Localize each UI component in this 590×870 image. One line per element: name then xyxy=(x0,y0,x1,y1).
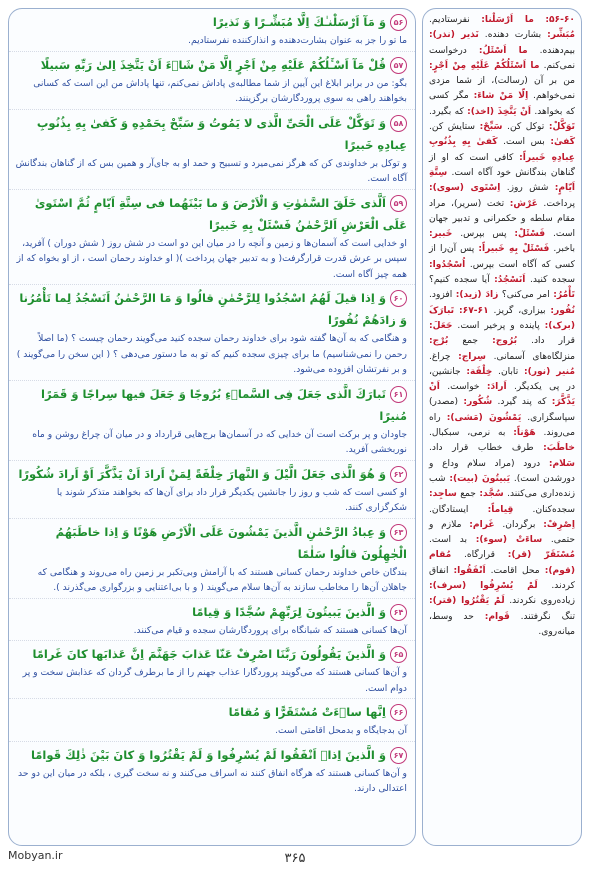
glossary-meaning: که بگیرد. xyxy=(429,106,464,117)
verse-number-badge: ۶۷ xyxy=(390,747,407,764)
verse-arabic xyxy=(15,463,407,485)
verse-number-badge: ۵۷ xyxy=(390,57,407,74)
verse-arabic xyxy=(15,383,407,427)
glossary-term: اَنْ یَذَّکَّرَ: xyxy=(429,382,575,408)
glossary-term: ما اَسْئَلُ: xyxy=(478,45,528,56)
glossary-entries-a xyxy=(429,15,575,316)
glossary-meaning: بد است. xyxy=(429,535,468,546)
verse-number-badge: ۵۸ xyxy=(390,115,407,132)
glossary-term: مُبَشِّر: xyxy=(547,30,575,41)
verses-list xyxy=(9,9,415,799)
verse-translation: بگو: من در برابر ابلاغ این آیین از شما مطالبه‌ی پاداش نمی‌کنم، تنها پاداش من این است که کسانی بخواهند راهی به سوی پروردگارشان برگزینند. xyxy=(33,77,407,104)
page-frame xyxy=(8,8,582,848)
glossary-term: تَوَکَّلْ: xyxy=(548,122,575,133)
verse-translation: ما تو را جز به عنوان بشارت‌دهنده و انذارکننده نفرستادیم. xyxy=(188,35,407,46)
glossary-meaning: بیزاری، گریز. xyxy=(493,305,546,316)
glossary-term: مُسْتَقَرّ (قر): xyxy=(507,550,575,561)
glossary-meaning: حد وسط، میانه‌روی. xyxy=(429,611,575,637)
glossary-text xyxy=(423,9,581,644)
verse-arabic-text: وَ هُوَ الَّذى جَعَلَ الَّيْلَ وَ النَّهارَ خِلْفَةً لِمَنْ اَرادَ اَنْ يَذَّكَّرَ اَوْ اَرادَ شُكُورًا xyxy=(18,466,386,481)
glossary-term: لَمْ یُسْرِفُوا (سرف): xyxy=(429,580,538,591)
verse-block xyxy=(9,698,415,741)
verse-translation: و آن‌ها کسانی هستند که هرگاه انفاق کنند نه اسراف می‌کنند و نه سخت گیری ، بلکه در میان این دو حد اعتدالی دارند. xyxy=(18,767,407,794)
verse-arabic-text: وَ عِبادُ الرَّحْمٰنِ الَّذينَ يَمْشُونَ عَلَى الْاَرْضِ هَوْنًا وَ اِذا خاطَبَهُمُ الْجٰهِلُونَ قالُوا سَلٰمًا xyxy=(55,524,407,561)
glossary-meaning: بس است. xyxy=(503,137,545,148)
glossary-term: اِسْتَوی (سوی): xyxy=(429,183,501,194)
glossary-term: بُرْج: xyxy=(429,336,449,347)
glossary-panel xyxy=(422,8,582,846)
glossary-meaning: درود (مراد سلام وداع و دورشدن است). xyxy=(429,458,575,484)
glossary-meaning: خواست. xyxy=(447,382,480,393)
verse-arabic xyxy=(15,744,407,766)
glossary-range-b: ۶۱-۶۷: xyxy=(459,305,489,316)
glossary-meaning: نفرستادیم. xyxy=(429,15,470,25)
verse-arabic xyxy=(15,521,407,565)
glossary-meaning: قرار داد. xyxy=(531,336,575,347)
verse-translation: بندگان خاص خداوند رحمان کسانی هستند که با آرامش وبی‌تکبر بر زمین راه می‌روند و هنگامی که جاهلان آن‌ها را مخاطب سازند به آن‌ها سلام می‌گویند ( و با بی‌اعتنایی و بزرگواری می‌گذرند ). xyxy=(37,566,407,593)
verse-arabic-text: وَ الَّذينَ اِذاۤ اَنْفَقُوا لَمْ يُسْرِفُوا وَ لَمْ يَقْتُرُوا وَ كانَ بَيْنَ ذٰلِكَ قَوامًا xyxy=(30,747,386,762)
glossary-meaning: ملازم و حتمی. xyxy=(429,519,575,546)
glossary-term: اُسْجُدُوا: xyxy=(429,259,466,270)
glossary-term: تَأْمُرُ: xyxy=(553,290,575,301)
verse-arabic xyxy=(15,287,407,331)
glossary-term: اِلّا مَنْ شاءَ: xyxy=(473,91,529,102)
verse-block xyxy=(9,518,415,598)
verse-number-badge: ۶۶ xyxy=(390,704,407,721)
glossary-term: کَفیٰ: xyxy=(550,137,575,148)
verse-number-badge: ۵۶ xyxy=(390,14,407,31)
glossary-meaning: که پند گیرد. xyxy=(497,397,547,408)
glossary-term: قَوام: xyxy=(484,611,510,622)
verse-block xyxy=(9,189,415,285)
glossary-term: شُکُور: xyxy=(463,397,493,408)
verse-arabic xyxy=(15,112,407,156)
glossary-term: هَوْناً: xyxy=(513,428,536,439)
verse-arabic xyxy=(15,701,407,723)
glossary-meaning: (مصدر) سپاسگزاری. xyxy=(429,397,575,423)
glossary-term: تَبارَکَ (برک): xyxy=(429,305,575,331)
glossary-meaning: طرف خطاب قرار داد. xyxy=(429,443,534,454)
glossary-term: اِصْرِفْ: xyxy=(543,519,575,530)
glossary-meaning: پس بپرس. xyxy=(460,229,507,240)
glossary-term: غَرام: xyxy=(469,519,495,530)
glossary-meaning: قرارگاه. xyxy=(463,550,495,561)
glossary-term: سِراج: xyxy=(458,351,486,362)
verse-number-badge: ۶۰ xyxy=(390,290,407,307)
verse-arabic-text: وَ تَوَكَّلْ عَلَى الْحَىِّ الَّذى لا يَمُوتُ وَ سَبِّحْ بِحَمْدِهِ وَ كَفىٰ بِهِ بِذُنُوبِ عِبادِهِ خَبيرًا xyxy=(36,115,407,152)
glossary-term: نَذیر (نذر): xyxy=(429,30,479,41)
glossary-term: ساجِد: xyxy=(429,489,457,500)
glossary-term: سَبِّحْ: xyxy=(479,122,503,133)
glossary-meaning: تخت (سریر)، مراد مقام سلطه و حکمرانی و تدبیر جهان است. xyxy=(429,198,575,240)
verse-arabic xyxy=(15,11,407,33)
verse-arabic xyxy=(15,54,407,76)
verse-number-badge: ۶۴ xyxy=(390,604,407,621)
verse-arabic-text: تَبارَكَ الَّذى جَعَلَ فِى السَّماۤءِ بُرُوجًا وَ جَعَلَ فيها سِراجًا وَ قَمَرًا مُنيرًا xyxy=(41,386,407,423)
glossary-meaning: جمع xyxy=(462,336,479,347)
glossary-term: اَنْفَقُوا: xyxy=(453,565,486,576)
glossary-term: خِلْفَة: xyxy=(466,366,493,377)
verse-translation: و توکل بر خداوندی کن که هرگز نمی‌میرد و تسبیح و حمد او به جای‌آر و همین بس که از گناهان بندگانش آگاه است. xyxy=(15,157,407,184)
glossary-meaning: تابان. xyxy=(498,366,519,377)
verse-number-badge: ۶۲ xyxy=(390,466,407,483)
verse-arabic-text: اَلَّذى خَلَقَ السَّمٰوٰتِ وَ الْاَرْضَ وَ ما بَيْنَهُما فى سِتَّةِ اَيّامٍ ثُمَّ اسْتَوىٰ عَلَى الْعَرْشِ اَلرَّحْمٰنُ فَسْئَلْ بِهِ خَبيرًا xyxy=(34,195,407,232)
verses-panel xyxy=(8,8,416,846)
glossary-meaning: زیاده‌روی نکردند. xyxy=(509,596,575,607)
verse-translation: و هنگامی که به آن‌ها گفته شود برای خداوند رحمان سجده کنید می‌گویند رحمان چیست ؟ (ما اصلاً رحمن را نمی‌شناسیم) ما برای چیزی سجده کنیم که تو به ما دستور می‌دهی ؟ ( این سخن را می‌گویند ) و بر نفرتشان افزوده می‌شود. xyxy=(16,333,407,375)
verse-block xyxy=(9,640,415,698)
glossary-meaning: پرداخت. xyxy=(543,198,575,209)
verse-number-badge: ۵۹ xyxy=(390,195,407,212)
glossary-meaning: جانشین، در پی یکدیگر. xyxy=(429,366,575,393)
verse-translation: و آن‌ها کسانی هستند که می‌گویند پروردگارا عذاب جهنم را از ما برطرف گردان که عذابش سخت و پر دوام است. xyxy=(22,667,407,694)
glossary-term: فَسْئَلْ: xyxy=(514,229,546,240)
verse-arabic-text: وَ الَّذينَ يَقُولُونَ رَبَّنَا اصْرِفْ عَنّا عَذابَ جَهَنَّمَ اِنَّ عَذابَها كانَ غَرامًا xyxy=(32,647,386,661)
verse-arabic-text: اِنَّها ساۤءَتْ مُسْتَقَرًّا وَ مُقامًا xyxy=(228,705,386,719)
glossary-term: خَبیر: xyxy=(429,229,453,240)
glossary-meaning: کافی است که او از گناهان بندگانش خود آگاه است. xyxy=(429,152,575,178)
glossary-term: عَرْش: xyxy=(509,198,538,209)
verse-arabic-text: وَ الَّذينَ يَبيتُونَ لِرَبِّهِمْ سُجَّدًا وَ قِيامًا xyxy=(192,604,386,619)
glossary-meaning: مگر کسی که بخواهد. xyxy=(429,91,575,117)
page-number: ۳۶۵ xyxy=(284,851,306,866)
glossary-range-a: ۵۶-۶۰: xyxy=(545,15,575,25)
verse-block xyxy=(9,284,415,380)
glossary-term: سُجَّد: xyxy=(479,489,504,500)
glossary-term: قِیاماً: xyxy=(487,504,514,515)
glossary-term: نُفُور: xyxy=(550,305,575,316)
glossary-term: خاطَبَ: xyxy=(543,443,575,454)
verse-arabic xyxy=(15,192,407,236)
glossary-meaning: پاینده و پرخیر است. xyxy=(457,320,540,331)
glossary-term: ما اَرْسَلْنا: xyxy=(481,15,534,25)
verse-number-badge: ۶۵ xyxy=(390,646,407,663)
glossary-meaning: من بر آن (رسالت)، از شما مزدی نمی‌خواهم. xyxy=(429,76,575,102)
glossary-meaning: تنگ نگرفتند. xyxy=(520,611,575,622)
verse-arabic-text: وَ اِذا قيلَ لَهُمُ اسْجُدُوا لِلرَّحْمٰنِ قالُوا وَ مَا الرَّحْمٰنُ اَنَسْجُدُ لِما تَأْمُرُنا وَ زادَهُمْ نُفُورًا xyxy=(19,291,407,327)
glossary-term: سِتَّةِ اَیّامٍ: xyxy=(429,167,575,194)
glossary-meaning: راه می‌روند. xyxy=(429,412,575,439)
verse-arabic-text: وَ مَآ اَرْسَلْنـٰكَ اِلَّا مُبَشِّـرًا وَ نَذيرًا xyxy=(212,15,386,29)
site-watermark[interactable]: Mobyan.ir xyxy=(8,849,63,862)
glossary-term: ما اَسْئَلُکُمْ عَلَیْهِ مِنْ اَجْرٍ: xyxy=(429,60,540,71)
verse-block xyxy=(9,460,415,518)
glossary-term: زادَ (زید): xyxy=(455,290,499,301)
verse-arabic-text: قُلْ مَآ اَسْـَٔلُكُمْ عَلَيْهِ مِنْ اَجْرٍ اِلَّا مَنْ شَاۤءَ اَنْ يَتَّخِذَ اِلىٰ رَبِّهِ سَبيلًا xyxy=(40,57,386,72)
glossary-meaning: سجده کنید. xyxy=(529,275,575,286)
glossary-meaning: به نرمی، سبکبال. xyxy=(429,428,506,439)
glossary-term: فَسْئَلْ بِهِ خَبیراً: xyxy=(478,244,550,255)
glossary-term: کَفیٰ بِهِ بِذُنُوبِ عِبادِهِ خَبیراً: xyxy=(429,137,575,163)
verse-arabic xyxy=(15,643,407,665)
verse-translation: جاودان و پر برکت است آن خدایی که در آسمان‌ها برج‌هایی قرارداد و در میان آن چراغ روشن و ماه نوربخشی آفرید. xyxy=(32,428,407,455)
glossary-meaning: افزود. xyxy=(429,290,453,301)
glossary-meaning: سجده‌کنان. xyxy=(532,504,575,515)
glossary-meaning: باخبر. xyxy=(553,244,575,255)
glossary-term: بُرُوج: xyxy=(492,336,518,347)
glossary-meaning: چراغ. xyxy=(429,351,451,362)
glossary-term: سَلام: xyxy=(548,458,575,469)
glossary-meaning: انفاق کردند. xyxy=(429,565,575,591)
verse-number-badge: ۶۱ xyxy=(390,386,407,403)
glossary-meaning: ستایش کن. xyxy=(429,122,475,133)
glossary-meaning: ایستادگان. xyxy=(429,504,469,515)
glossary-meaning: درخواست نمی‌کنم. xyxy=(429,45,575,71)
glossary-meaning: جمع xyxy=(460,489,476,500)
verse-arabic xyxy=(15,601,407,623)
glossary-term: اَرادَ: xyxy=(486,382,507,393)
verse-translation: آن بدجایگاه و بدمحل اقامتی است. xyxy=(275,725,407,736)
glossary-meaning: امر می‌کنی؟ xyxy=(501,290,550,301)
glossary-term: اَنَسْجُدُ: xyxy=(494,275,526,286)
verse-translation: آن‌ها کسانی هستند که شبانگاه برای پروردگارشان سجده و قیام می‌کنند. xyxy=(133,624,407,636)
glossary-meaning: شب زنده‌داری می‌کنند. xyxy=(429,473,575,500)
glossary-term: اَنْ یَتَّخِذَ (اخذ): xyxy=(467,106,532,117)
verse-translation: او خدایی است که آسمان‌ها و زمین و آنچه را در میان این دو است در شش روز ( شش دوران ) آفرید، سپس بر عرش قدرت قرارگرفت( و به تدبیر جهان پرداخت )( او خداوند رحمان است ، از او بخواه که از همه چیز آگاه است. xyxy=(16,237,407,280)
glossary-term: ساءَتْ (سوء): xyxy=(475,535,543,546)
glossary-meaning: آیا سجده کنیم؟ xyxy=(429,275,490,286)
verse-block xyxy=(9,51,415,109)
verse-block xyxy=(9,109,415,189)
glossary-term: جَعَلَ: xyxy=(429,320,453,331)
verse-block xyxy=(9,380,415,460)
glossary-meaning: محل اقامت. xyxy=(490,565,540,576)
glossary-meaning: منزلگاه‌های آسمانی. xyxy=(493,351,575,362)
glossary-meaning: توکل کن. xyxy=(507,122,545,133)
glossary-term: مُنیر (نور): xyxy=(523,366,575,377)
glossary-term: یَبیتُونَ (بیت): xyxy=(449,473,511,484)
glossary-term: لَمْ یَقْتُرُوا (قتر): xyxy=(429,596,505,607)
verse-number-badge: ۶۳ xyxy=(390,524,407,541)
glossary-entries-b xyxy=(429,306,575,637)
glossary-meaning: بشارت دهنده. xyxy=(484,30,542,41)
glossary-meaning: شش روز. xyxy=(506,183,549,194)
verse-block xyxy=(9,9,415,51)
glossary-meaning: برگردان. xyxy=(502,519,536,530)
glossary-term: یَمْشُونَ (مَشی): xyxy=(446,412,522,423)
verse-block xyxy=(9,741,415,799)
glossary-meaning: پس آن‌را از کسی که آگاه است بپرس. xyxy=(429,244,575,270)
glossary-meaning: بیم‌دهنده. xyxy=(539,45,575,56)
glossary-term: مُقام (قوم): xyxy=(429,550,575,576)
verse-block xyxy=(9,598,415,641)
verse-translation: او کسی است که شب و روز را جانشین یکدیگر قرار داد برای آن‌ها که بخواهند متذکر شوند یا شکرگزاری کنند. xyxy=(56,486,407,513)
